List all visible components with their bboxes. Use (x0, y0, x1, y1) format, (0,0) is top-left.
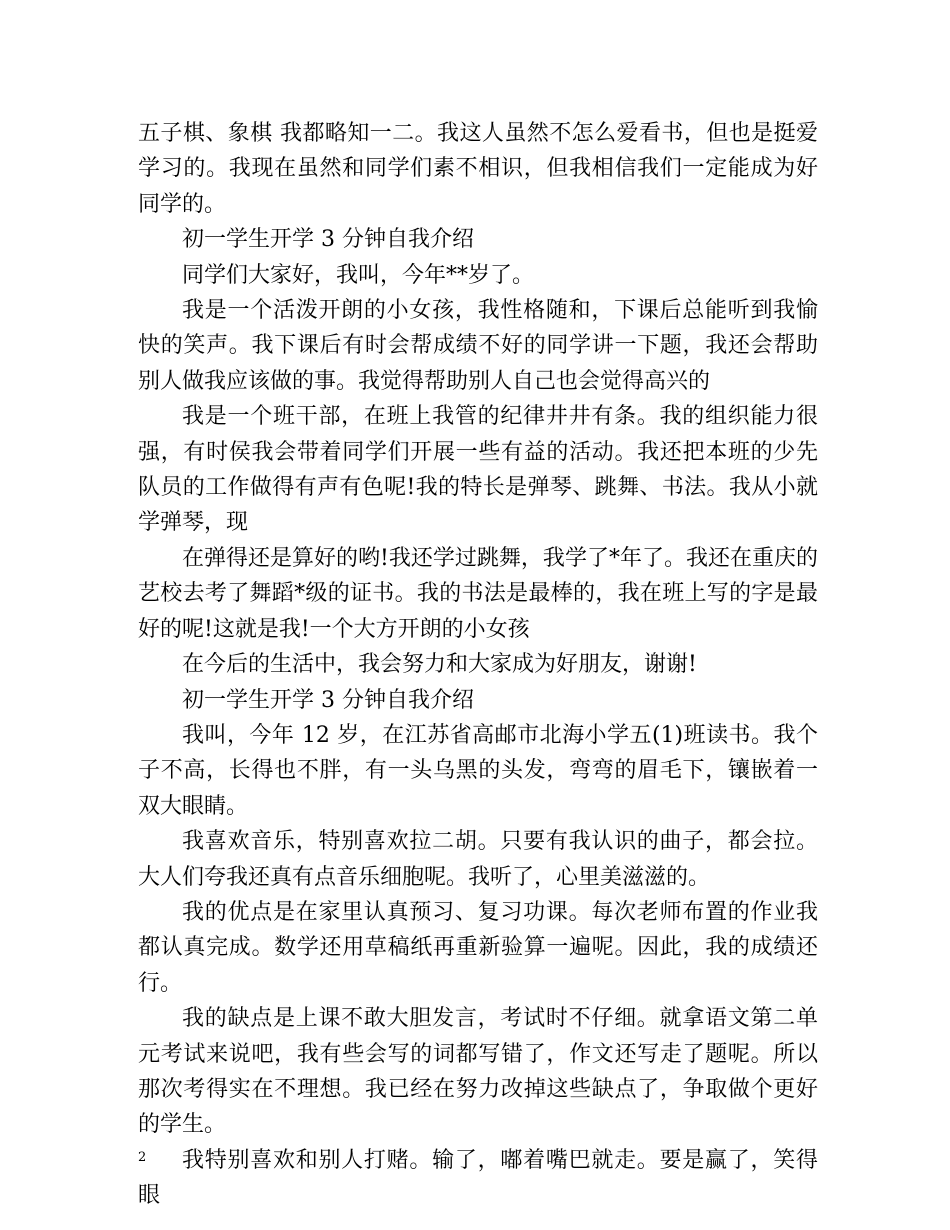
page-number: 2 (138, 1150, 147, 1165)
paragraph: 五子棋、象棋 我都略知一二。我这人虽然不怎么爱看书，但也是挺爱学习的。我现在虽然和同学们素不相识，但我相信我们一定能成为好同学的。 (138, 121, 818, 217)
paragraph: 我特别喜欢和别人打赌。输了，嘟着嘴巴就走。要是赢了，笑得眼 (138, 1147, 818, 1209)
paragraph: 我的缺点是上课不敢大胆发言，考试时不仔细。就拿语文第二单元考试来说吧，我有些会写的词都写错了，作文还写走了题呢。所以那次考得实在不理想。我已经在努力改掉这些缺点了，争取做个更好的学生。 (138, 1006, 818, 1138)
document-body (138, 116, 818, 1214)
paragraph: 我是一个活泼开朗的小女孩，我性格随和，下课后总能听到我愉快的笑声。我下课后有时会帮成绩不好的同学讲一下题，我还会帮助别人做我应该做的事。我觉得帮助别人自己也会觉得高兴的 (138, 298, 818, 394)
section-heading: 初一学生开学 3 分钟自我介绍 (182, 687, 474, 713)
paragraph: 我叫，今年 12 岁，在江苏省高邮市北海小学五(1)班读书。我个子不高，长得也不胖，有一头乌黑的头发，弯弯的眉毛下，镶嵌着一双大眼睛。 (138, 722, 818, 819)
paragraph: 同学们大家好，我叫，今年**岁了。 (182, 262, 535, 288)
section-heading: 初一学生开学 3 分钟自我介绍 (182, 227, 474, 253)
paragraph: 我喜欢音乐，特别喜欢拉二胡。只要有我认识的曲子，都会拉。大人们夸我还真有点音乐细胞呢。我听了，心里美滋滋的。 (138, 829, 818, 890)
paragraph: 我是一个班干部，在班上我管的纪律井井有条。我的组织能力很强，有时侯我会带着同学们开展一些有益的活动。我还把本班的少先队员的工作做得有声有色呢!我的特长是弹琴、跳舞、书法。我从小就学弹琴，现 (138, 404, 818, 536)
paragraph: 我的优点是在家里认真预习、复习功课。每次老师布置的作业我都认真完成。数学还用草稿纸再重新验算一遍呢。因此，我的成绩还行。 (138, 899, 818, 996)
paragraph: 在弹得还是算好的哟!我还学过跳舞，我学了*年了。我还在重庆的艺校去考了舞蹈*级的证书。我的书法是最棒的，我在班上写的字是最好的呢!这就是我!一个大方开朗的小女孩 (138, 545, 818, 642)
paragraph: 在今后的生活中，我会努力和大家成为好朋友，谢谢! (182, 652, 697, 678)
